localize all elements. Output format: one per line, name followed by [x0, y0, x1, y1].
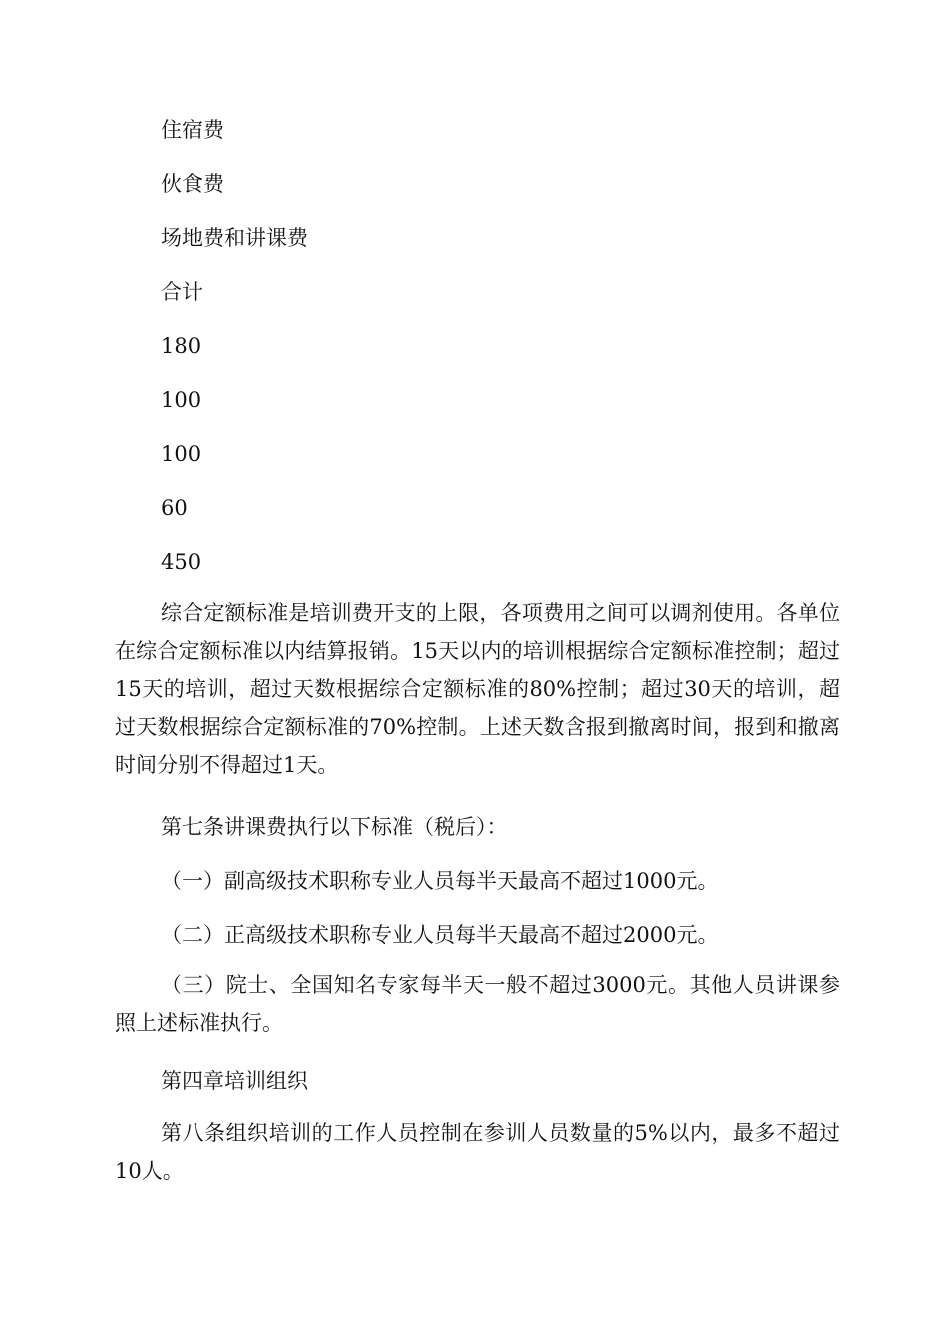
list-item-venue-lecture: 场地费和讲课费: [161, 226, 308, 250]
quota-rule-paragraph: 综合定额标准是培训费开支的上限，各项费用之间可以调剂使用。各单位在综合定额标准以内结算报销。15天以内的培训根据综合定额标准控制；超过15天的培训，超过天数根据综合定额标准的80%控制；超过30天的培训，超过天数根据综合定额标准的70%控制。上述天数含报到撤离时间，报到和撤离时间分别不得超过1天。: [115, 601, 840, 777]
list-value-450: 450: [161, 550, 202, 574]
list-value-60: 60: [161, 496, 188, 520]
list-item-total: 合计: [161, 280, 203, 304]
lecture-fee-item-2: （二）正高级技术职称专业人员每半天最高不超过2000元。: [161, 923, 719, 947]
list-item-accommodation: 住宿费: [161, 118, 224, 142]
chapter-4-heading: 第四章培训组织: [161, 1069, 308, 1093]
list-value-100-b: 100: [161, 442, 202, 466]
lecture-fee-item-1: （一）副高级技术职称专业人员每半天最高不超过1000元。: [161, 869, 719, 893]
list-value-180: 180: [161, 334, 202, 358]
article-7-paragraph: 第七条讲课费执行以下标准（税后）：: [161, 815, 508, 839]
article-8-paragraph: 第八条组织培训的工作人员控制在参训人员数量的5%以内，最多不超过10人。: [115, 1121, 840, 1183]
list-item-meals: 伙食费: [161, 172, 224, 196]
lecture-fee-item-3: （三）院士、全国知名专家每半天一般不超过3000元。其他人员讲课参照上述标准执行。: [115, 973, 840, 1035]
list-value-100-a: 100: [161, 388, 202, 412]
